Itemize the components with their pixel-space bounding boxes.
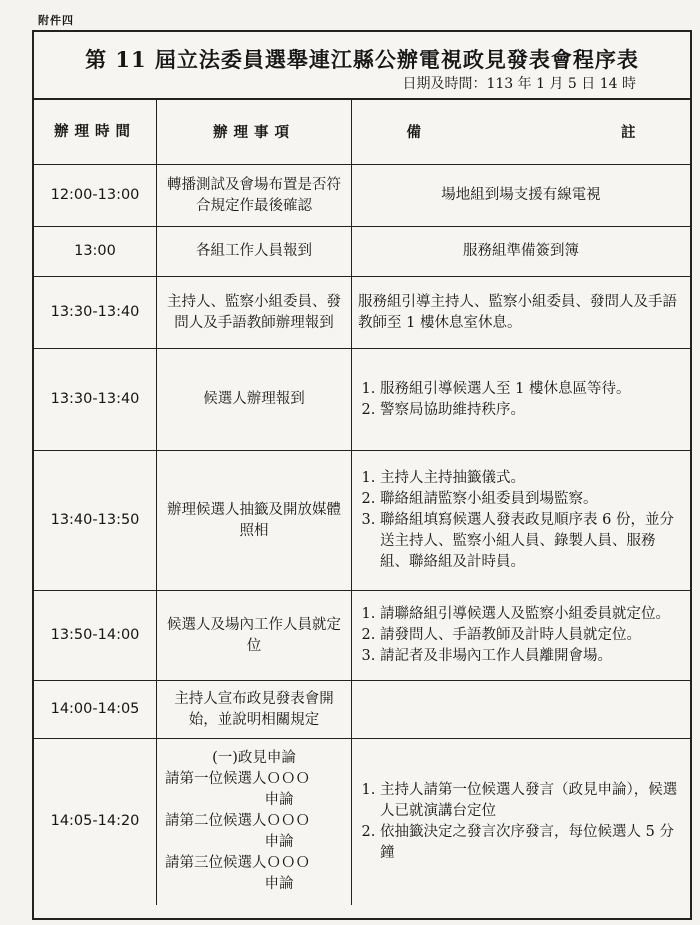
header-row [34,99,690,165]
schedule-sheet [32,30,692,920]
speaker-suffix: 申論 [264,876,294,893]
date-time: 日期及時間：113 年 1 月 5 日 14 時 [402,76,636,92]
note-item: 1. 主持人請第一位候選人發言（政見申論），候選人已就演講台定位 [380,780,684,822]
table-row [34,349,690,451]
page-title: 第 11 屆立法委員選舉連江縣公辦電視政見發表會程序表 [85,47,639,72]
row-item: 主持人宣布政見發表會開始，並說明相關規定 [157,681,352,739]
row-notes [352,739,691,905]
table-row [34,227,690,277]
row-item: 候選人及場內工作人員就定位 [157,591,352,681]
row-time: 13:50-14:00 [34,591,157,681]
table-row [34,681,690,739]
table-row [34,591,690,681]
attachment-label: 附件四 [38,14,74,27]
row-item: 各組工作人員報到 [157,227,352,277]
note-item: 1. 服務組引導候選人至 1 樓休息區等待。 [380,379,684,400]
schedule-table [34,98,690,905]
note-item: 1. 請聯絡組引導候選人及監察小組委員就定位。 [380,604,684,625]
table-row [34,451,690,591]
row-time: 13:00 [34,227,157,277]
header-note [352,99,691,165]
row-time: 12:00-13:00 [34,165,157,227]
speaker-line: 請第三位候選人ＯＯＯ [165,855,310,872]
row-note [352,681,691,739]
speaker-line: 請第一位候選人ＯＯＯ [165,771,310,788]
row-note: 服務組準備簽到簿 [352,227,691,277]
header-time: 辦理時間 [34,99,157,165]
note-item: 1. 主持人主持抽籤儀式。 [380,468,684,489]
note-item: 3. 請記者及非場內工作人員離開會場。 [380,646,684,667]
row-notes [352,591,691,681]
row-item: 轉播測試及會場布置是否符合規定作最後確認 [157,165,352,227]
row-time: 13:30-13:40 [34,349,157,451]
row-time: 13:40-13:50 [34,451,157,591]
row-time: 14:05-14:20 [34,739,157,905]
row-time: 13:30-13:40 [34,277,157,349]
header-note-b: 註 [621,123,636,141]
item-title: (一)政見申論 [212,750,296,767]
row-item: 候選人辦理報到 [157,349,352,451]
table-row [34,165,690,227]
note-item: 2. 依抽籤決定之發言次序發言，每位候選人 5 分鐘 [380,822,684,864]
row-item: 主持人、監察小組委員、發問人及手語教師辦理報到 [157,277,352,349]
row-item [157,739,352,905]
note-item: 2. 聯絡組請監察小組委員到場監察。 [380,489,684,510]
speaker-suffix: 申論 [264,834,294,851]
row-time: 14:00-14:05 [34,681,157,739]
note-item: 2. 警察局協助維持秩序。 [380,400,684,421]
row-notes [352,451,691,591]
header-note-a: 備 [406,123,421,141]
row-notes [352,349,691,451]
row-item: 辦理候選人抽籤及開放媒體照相 [157,451,352,591]
header-item: 辦理事項 [157,99,352,165]
note-item: 2. 請發問人、手語教師及計時人員就定位。 [380,625,684,646]
speaker-suffix: 申論 [264,792,294,809]
table-row [34,739,690,905]
table-row [34,277,690,349]
row-note: 服務組引導主持人、監察小組委員、發問人及手語教師至 1 樓休息室休息。 [352,277,691,349]
row-note: 場地組到場支援有線電視 [352,165,691,227]
note-item: 3. 聯絡組填寫候選人發表政見順序表 6 份，並分送主持人、監察小組人員、錄製人員、服務組、聯絡組及計時員。 [380,510,684,573]
speaker-line: 請第二位候選人ＯＯＯ [165,813,310,830]
